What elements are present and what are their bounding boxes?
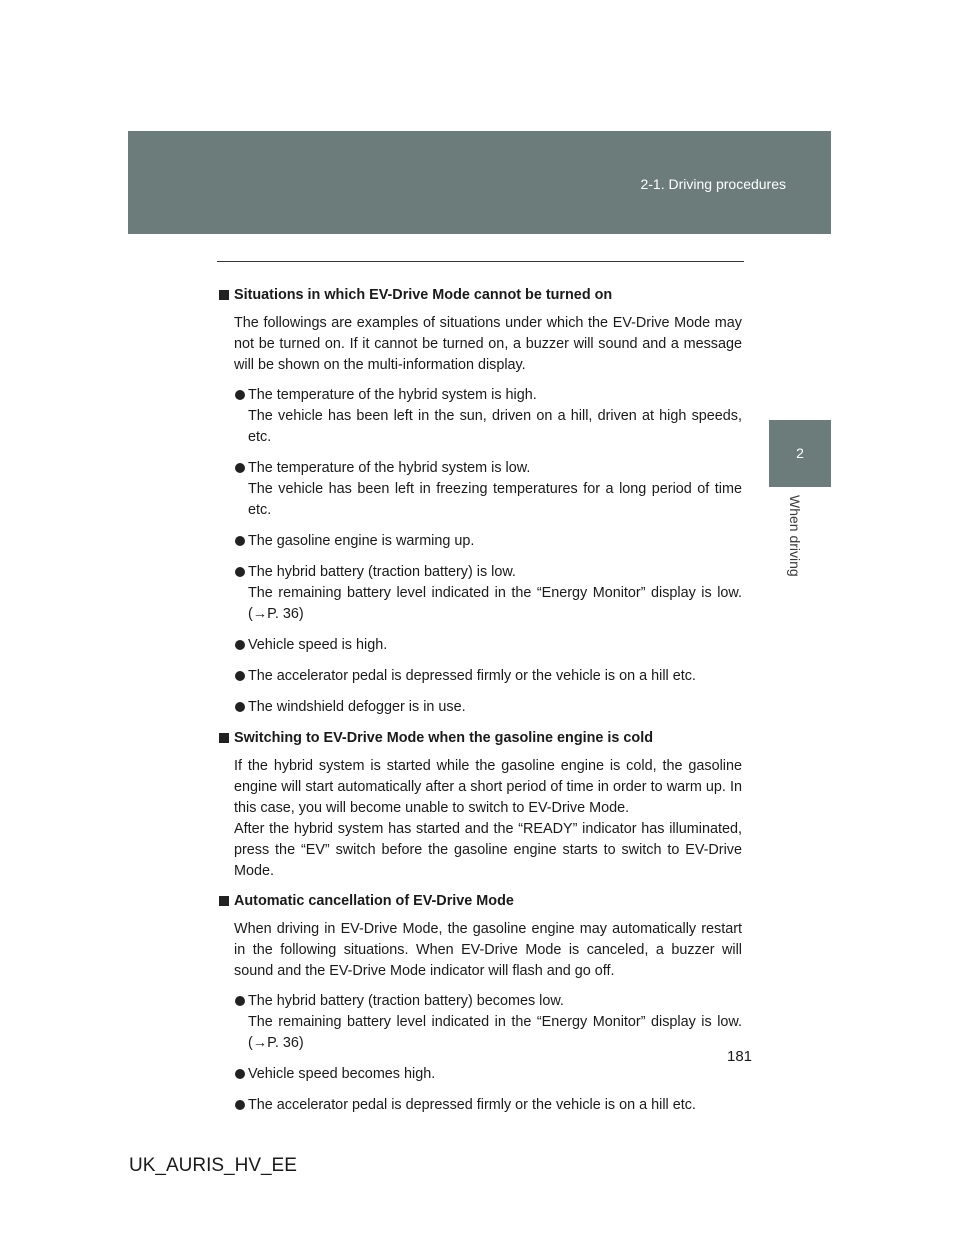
list-item: The accelerator pedal is depressed firmly or the vehicle is on a hill etc. [218, 666, 742, 687]
list-item: The hybrid battery (traction battery) is low. The remaining battery level indicated in the “Energy Monitor” display is low. (→P. 36) [218, 562, 742, 625]
bullet-dot-icon [235, 996, 245, 1006]
list-item: The gasoline engine is warming up. [218, 531, 742, 552]
section-header: 2-1. Driving procedures [640, 176, 786, 192]
chapter-number: 2 [796, 445, 804, 461]
page-number: 181 [727, 1048, 753, 1065]
section-intro-continued: After the hybrid system has started and the “READY” indicator has illuminated, press the “EV” switch before the gasoline engine starts to switch to EV-Drive Mode. [234, 821, 742, 879]
bullet-dot-icon [235, 1069, 245, 1079]
section-intro: The followings are examples of situations under which the EV-Drive Mode may not be turned on. If it cannot be turned on, a buzzer will sound and a message will be shown on the multi-information display. [234, 315, 742, 373]
list-item: Vehicle speed becomes high. [218, 1064, 742, 1085]
bullet-dot-icon [235, 463, 245, 473]
list-item: Vehicle speed is high. [218, 635, 742, 656]
bullet-dot-icon [235, 640, 245, 650]
header-band [128, 131, 831, 234]
section-title: Switching to EV-Drive Mode when the gasoline engine is cold [218, 728, 742, 749]
section-title: Situations in which EV-Drive Mode cannot be turned on [218, 285, 742, 306]
list-item: The accelerator pedal is depressed firmly or the vehicle is on a hill etc. [218, 1095, 742, 1116]
list-item: The temperature of the hybrid system is high. The vehicle has been left in the sun, driven on a hill, driven at high speeds, etc. [218, 385, 742, 448]
chapter-label: When driving [787, 495, 803, 577]
square-bullet-icon [219, 733, 229, 743]
top-rule [217, 261, 744, 262]
section-intro: If the hybrid system is started while the gasoline engine is cold, the gasoline engine will start automatically after a short period of time in order to warm up. In this case, you will become unable to switch to EV-Drive Mode. [234, 758, 742, 816]
bullet-dot-icon [235, 536, 245, 546]
chapter-tab [769, 420, 831, 487]
square-bullet-icon [219, 896, 229, 906]
bullet-dot-icon [235, 390, 245, 400]
list-item: The windshield defogger is in use. [218, 697, 742, 718]
square-bullet-icon [219, 290, 229, 300]
bullet-dot-icon [235, 671, 245, 681]
list-item: The temperature of the hybrid system is low. The vehicle has been left in freezing temperatures for a long period of time etc. [218, 458, 742, 521]
bullet-dot-icon [235, 567, 245, 577]
page-content [218, 280, 742, 1126]
section-intro: When driving in EV-Drive Mode, the gasoline engine may automatically restart in the following situations. When EV-Drive Mode is canceled, a buzzer will sound and the EV-Drive Mode indicator will flash and go off. [234, 921, 742, 979]
bullet-dot-icon [235, 1100, 245, 1110]
section-title: Automatic cancellation of EV-Drive Mode [218, 891, 742, 912]
list-item: The hybrid battery (traction battery) becomes low. The remaining battery level indicated in the “Energy Monitor” display is low. (→P. 36) [218, 991, 742, 1054]
document-code: UK_AURIS_HV_EE [129, 1155, 297, 1176]
bullet-dot-icon [235, 702, 245, 712]
